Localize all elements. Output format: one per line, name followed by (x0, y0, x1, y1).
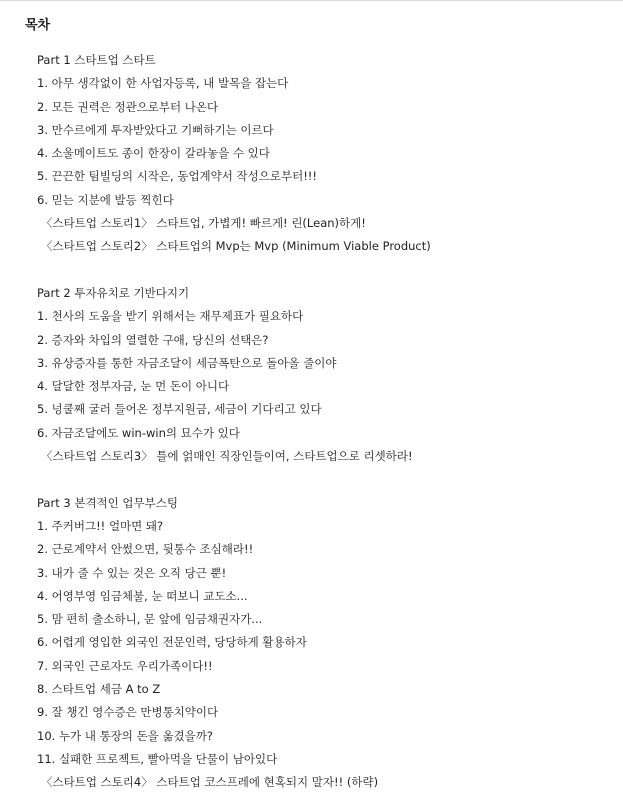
story-item: 〈스타트업 스토리1〉 스타트업, 가볍게! 빠르게! 린(Lean)하게! (41, 216, 366, 231)
part-title: Part 3 본격적인 업무부스팅 (37, 495, 178, 510)
chapter-item: 3. 만수르에게 투자받았다고 기뻐하기는 이르다 (37, 122, 274, 137)
chapter-item: 5. 넝쿨째 굴러 들어온 정부지원금, 세금이 기다리고 있다 (37, 402, 322, 417)
chapter-item: 6. 어렵게 영입한 외국인 전문인력, 당당하게 활용하자 (37, 635, 307, 650)
chapter-item: 4. 달달한 정부자금, 눈 먼 돈이 아니다 (37, 379, 230, 394)
table-of-contents (37, 49, 617, 795)
chapter-item: 1. 천사의 도움을 받기 위해서는 재무제표가 필요하다 (37, 309, 304, 324)
chapter-item: 4. 소울메이트도 종이 한장이 갈라놓을 수 있다 (37, 146, 270, 161)
chapter-item: 6. 자금조달에도 win-win의 묘수가 있다 (37, 425, 240, 440)
chapter-item: 10. 누가 내 통장의 돈을 옮겼을까? (37, 728, 213, 743)
chapter-item: 1. 아무 생각없이 한 사업자등록, 내 발목을 잡는다 (37, 76, 289, 91)
top-divider (0, 0, 623, 1)
chapter-item: 11. 실패한 프로젝트, 빨아먹을 단물이 남아있다 (37, 751, 278, 766)
chapter-item: 2. 모든 권력은 정관으로부터 나온다 (37, 99, 219, 114)
chapter-item: 2. 증자와 차입의 열렬한 구애, 당신의 선택은? (37, 332, 269, 347)
part-title: Part 2 투자유치로 기반다지기 (37, 285, 190, 300)
story-item: 〈스타트업 스토리3〉 틀에 얽매인 직장인들이여, 스타트업으로 리셋하라! (41, 449, 413, 464)
story-item: 〈스타트업 스토리2〉 스타트업의 Mvp는 Mvp (Minimum Viable Product) (41, 239, 431, 254)
chapter-item: 3. 유상증자를 통한 자금조달이 세금폭탄으로 돌아올 줄이야 (37, 355, 337, 370)
chapter-item: 1. 주커버그!! 얼마면 돼? (37, 518, 164, 533)
chapter-item: 5. 끈끈한 팀빌딩의 시작은, 동업계약서 작성으로부터!!! (37, 169, 318, 184)
section-spacer (37, 259, 617, 282)
chapter-item: 3. 내가 줄 수 있는 것은 오직 당근 뿐! (37, 565, 227, 580)
chapter-item: 6. 믿는 지분에 발등 찍힌다 (37, 192, 174, 207)
toc-heading: 목차 (25, 18, 51, 33)
chapter-item: 8. 스타트업 세금 A to Z (37, 682, 161, 697)
part-title: Part 1 스타트업 스타트 (37, 53, 156, 67)
chapter-item: 5. 맘 편히 출소하니, 문 앞에 임금채권자가... (37, 612, 263, 627)
section-spacer (37, 468, 617, 491)
story-item: 〈스타트업 스토리4〉 스타트업 코스프레에 현혹되지 말자!! (하략) (41, 775, 379, 790)
chapter-item: 7. 외국인 근로자도 우리가족이다!! (37, 658, 213, 673)
chapter-item: 4. 어영부영 임금체불, 눈 떠보니 교도소... (37, 588, 248, 603)
chapter-item: 9. 잘 챙긴 영수증은 만병통치약이다 (37, 705, 219, 720)
chapter-item: 2. 근로계약서 안썼으면, 뒷통수 조심해라!! (37, 542, 254, 557)
